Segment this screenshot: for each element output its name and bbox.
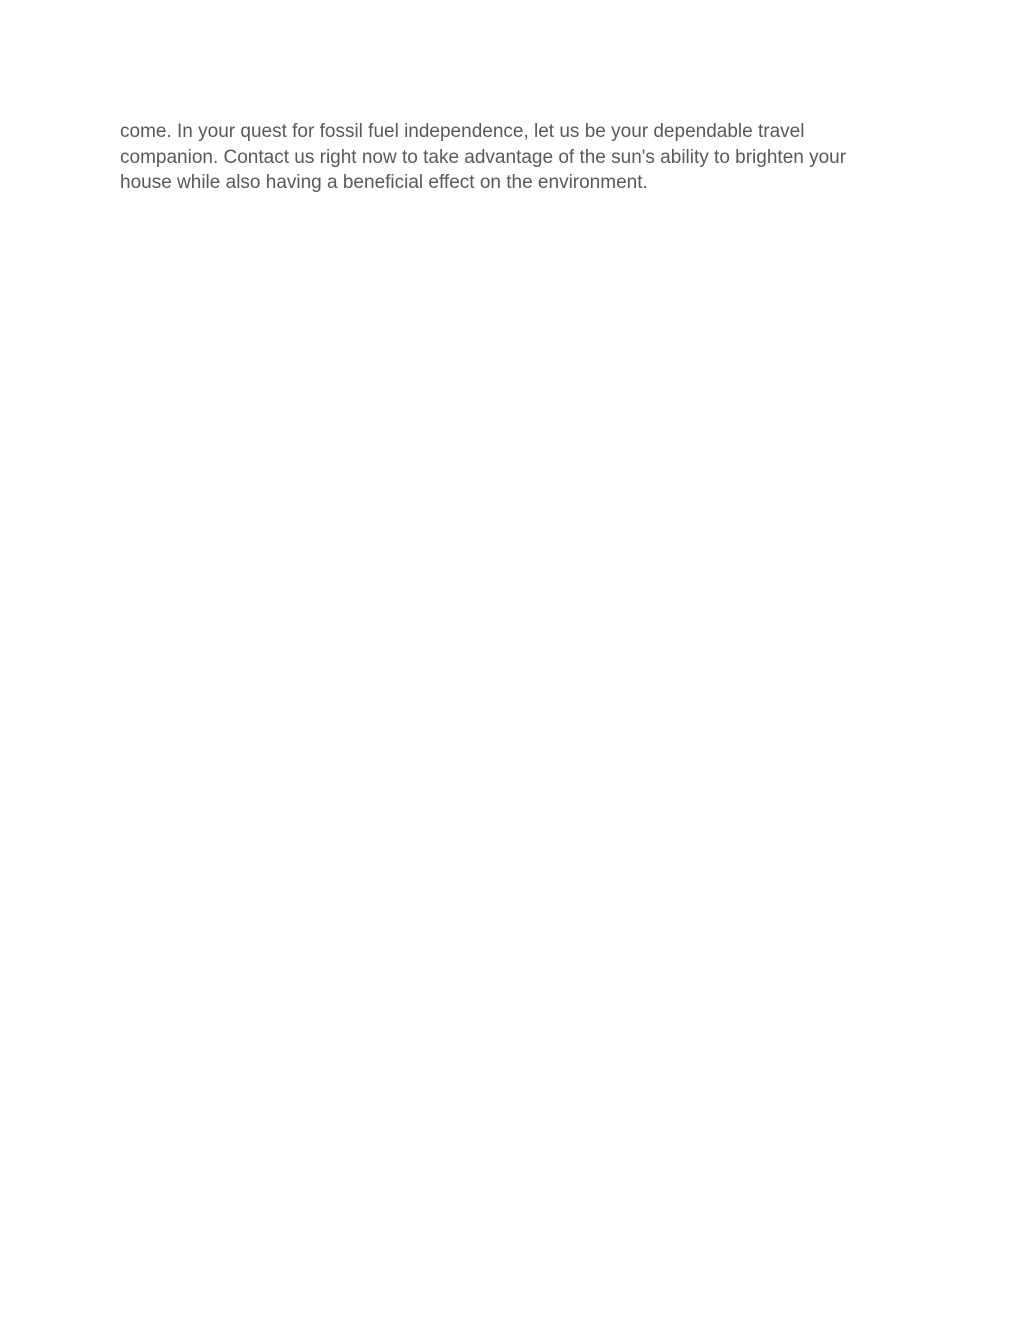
paragraph-line: house while also having a beneficial effect on the environment. — [120, 172, 648, 193]
paragraph-line: companion. Contact us right now to take advantage of the sun's ability to brighten your — [120, 146, 847, 168]
paragraph-line: come. In your quest for fossil fuel independence, let us be your dependable travel — [120, 121, 805, 142]
body-paragraph — [120, 119, 900, 196]
